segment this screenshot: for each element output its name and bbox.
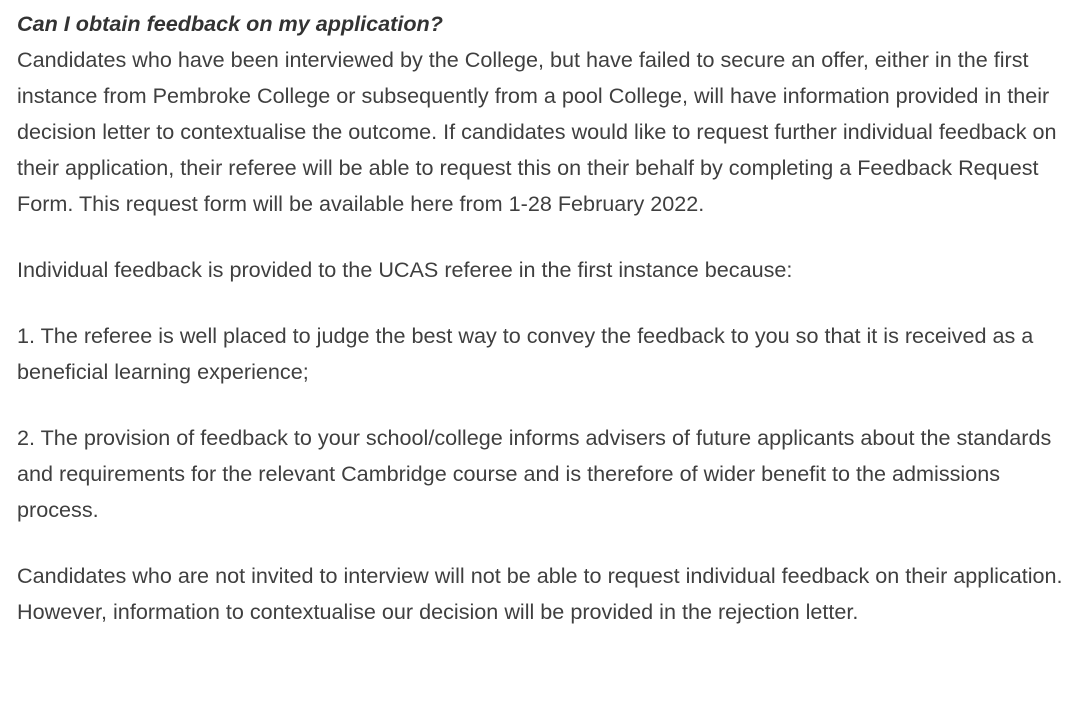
paragraph-ucas-referee-intro: Individual feedback is provided to the UCAS referee in the first instance because: [17, 257, 793, 282]
paragraph-reason-one: 1. The referee is well placed to judge the best way to convey the feedback to you so that it is received as a beneficial learning experience; [17, 323, 1034, 384]
faq-section [17, 6, 1080, 660]
paragraph-not-invited: Candidates who are not invited to interview will not be able to request individual feedback on their application. However, information to contextualise our decision will be provided in the rejection letter. [17, 563, 1063, 624]
faq-heading: Can I obtain feedback on my application? [17, 11, 443, 36]
paragraph-reason-two: 2. The provision of feedback to your school/college informs advisers of future applicants about the standards and requirements for the relevant Cambridge course and is therefore of wider benefit to the admissions process. [17, 425, 1052, 522]
paragraph-interviewed-candidates: Candidates who have been interviewed by the College, but have failed to secure an offer, either in the first instance from Pembroke College or subsequently from a pool College, will have information provided in their decision letter to contextualise the outcome. If candidates would like to request further individual feedback on their application, their referee will be able to request this on their behalf by completing a Feedback Request Form. This request form will be available here from 1-28 February 2022. [17, 47, 1057, 216]
